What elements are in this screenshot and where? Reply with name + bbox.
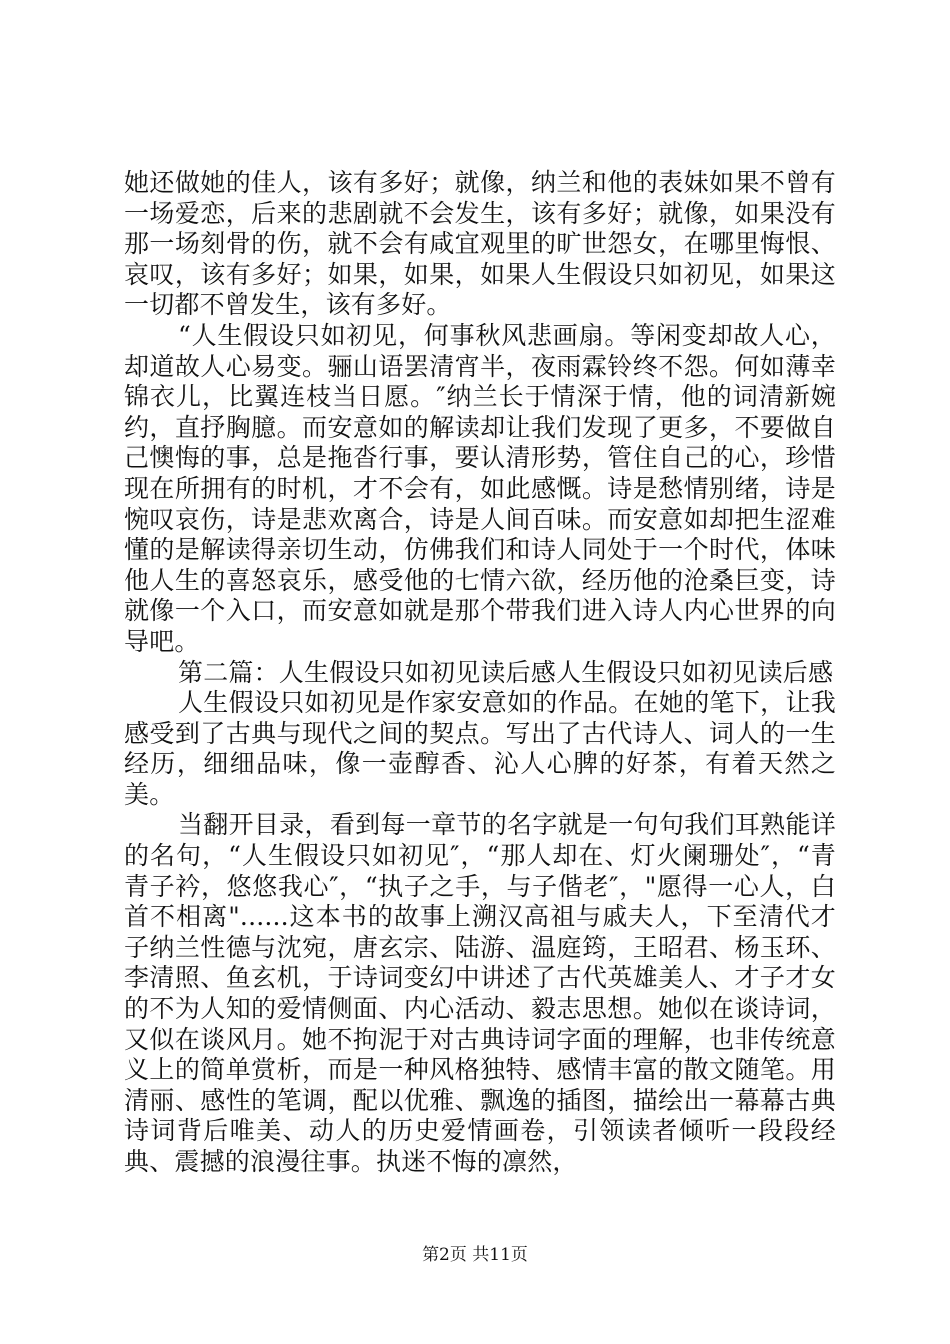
paragraph-intro: 人生假设只如初见是作家安意如的作品。在她的笔下，让我感受到了古典与现代之间的契点。写出了古代诗人、词人的一生经历，细细品味，像一壶醇香、沁人心脾的好茶，有着天然之美。 (124, 688, 836, 809)
section-heading: 第二篇：人生假设只如初见读后感人生假设只如初见读后感 (178, 657, 834, 687)
paragraph-continuation: 她还做她的佳人，该有多好；就像，纳兰和他的表妹如果不曾有一场爱恋，后来的悲剧就不会发生，该有多好；就像，如果没有那一场刻骨的伤，就不会有咸宜观里的旷世怨女，在哪里悔恨、哀叹，该有多好；如果，如果，如果人生假设只如初见，如果这一切都不曾发生，该有多好。 (124, 168, 836, 320)
paragraph-contents: 当翻开目录，看到每一章节的名字就是一句句我们耳熟能详的名句，“人生假设只如初见″，“那人却在、灯火阑珊处″，“青青子衿，悠悠我心″，“执子之手，与子偕老″，"愿得一心人，白首不相离"......这本书的故事上溯汉高祖与戚夫人，下至清代才子纳兰性德与沈宛，唐玄宗、陆游、温庭筠，王昭君、杨玉环、李清照、鱼玄机，于诗词变幻中讲述了古代英雄美人、才子才女的不为人知的爱情侧面、内心活动、毅志思想。她似在谈诗词，又似在谈风月。她不拘泥于对古典诗词字面的理解，也非传统意义上的简单赏析，而是一种风格独特、感情丰富的散文随笔。用清丽、感性的笔调，配以优雅、飘逸的插图，描绘出一幕幕古典诗词背后唯美、动人的历史爱情画卷，引领读者倾听一段段经典、震撼的浪漫往事。执迷不悔的凛然， (124, 810, 836, 1176)
paragraph-poem-commentary: “人生假设只如初见，何事秋风悲画扇。等闲变却故人心，却道故人心易变。骊山语罢清宵半，夜雨霖铃终不怨。何如薄幸锦衣儿，比翼连枝当日愿。″纳兰长于情深于情，他的词清新婉约，直抒胸臆。而安意如的解读却让我们发现了更多，不要做自己懊悔的事，总是拖沓行事，要认清形势，管住自己的心，珍惜现在所拥有的时机，才不会有，如此感慨。诗是愁情别绪，诗是惋叹哀伤，诗是悲欢离合，诗是人间百味。而安意如却把生涩难懂的是解读得亲切生动，仿佛我们和诗人同处于一个时代，体味他人生的喜怒哀乐，感受他的七情六欲，经历他的沧桑巨变，诗就像一个入口，而安意如就是那个带我们进入诗人内心世界的向导吧。 (124, 320, 836, 656)
document-body (124, 168, 836, 1178)
page-number-footer: 第2页 共11页 (422, 1245, 528, 1265)
